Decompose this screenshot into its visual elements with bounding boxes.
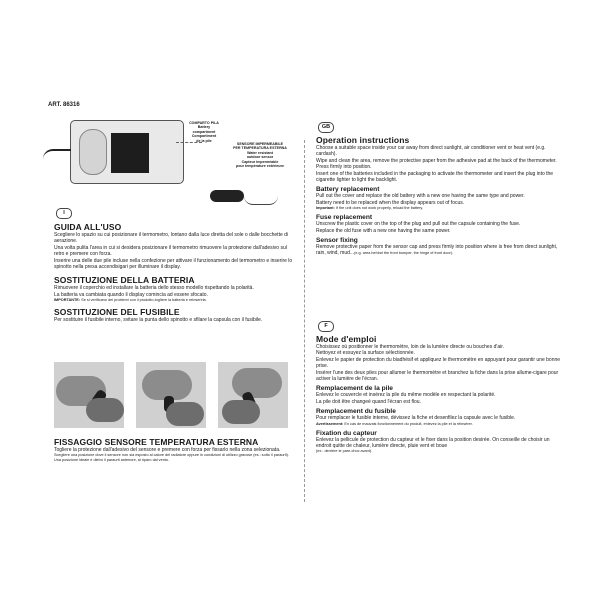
mode-text: Choisissez où positionner le thermomètre, loin de la lumière directe ou bouches d'air. Nettoyez et essuyez la surface sélectionnée. Enlevez le papier de protection du biadhésif et appliquez le thermomètre en appuyant pour garantir une bonne prise. Insérer l'une des deux piles pour allumer le thermomètre et branchez la fiche dans la prise allume-cigare pour activer la lumière de l'écran. bbox=[316, 344, 561, 383]
italian-column bbox=[54, 222, 298, 324]
outdoor-sensor bbox=[210, 190, 244, 202]
french-column bbox=[316, 334, 564, 454]
language-badge-f: F bbox=[318, 321, 334, 332]
fuse-title-en: Fuse replacement bbox=[316, 214, 373, 222]
guide-title: GUIDA ALL'USO bbox=[54, 222, 122, 232]
fuse-title-fr: Remplacement du fusible bbox=[316, 408, 396, 416]
operation-title: Operation instructions bbox=[316, 135, 410, 145]
sensor-text-en: Remove protective paper from the sensor cap and press firmly into position where is free from direct sunlight, rain, wind, mud...(e.g. area behind the front bumper, the hinge of front door). bbox=[316, 244, 558, 257]
plug-cable bbox=[43, 149, 71, 167]
sensor-title-en: Sensor fixing bbox=[316, 237, 358, 245]
language-badge-gb: GB bbox=[318, 122, 334, 133]
fuse-photo-2 bbox=[136, 362, 206, 428]
sensor-text-it: Togliere la protezione dall'adesivo del sensore e premere con forza per fissarlo nella zona selezionata. bbox=[54, 447, 281, 453]
battery-title-it: SOSTITUZIONE DELLA BATTERIA bbox=[54, 275, 195, 286]
article-number: ART. 86316 bbox=[48, 102, 80, 108]
sensor-wire bbox=[244, 196, 278, 205]
hand-shape bbox=[232, 368, 282, 398]
battery-compartment bbox=[79, 129, 107, 175]
battery-title-fr: Remplacement de la pile bbox=[316, 385, 393, 393]
battery-compartment-label: COMPARTO PILA Battery compartment Compartiment de la pile bbox=[189, 121, 219, 143]
sensor-section-it bbox=[54, 437, 298, 463]
battery-title-en: Battery replacement bbox=[316, 186, 380, 194]
sensor-note-it: Scegliere una posizione dove il sensore non sia esposto al calore del radiatore oppure in condizioni di utilizzo gravose (es.: sotto il paraurti). Una posizione ideale è dietro il paraurti anteriore, al riparo dal vento. bbox=[54, 453, 289, 463]
battery-text-en: Pull out the cover and replace the old battery with a new one having the same type and power. Battery need to be replaced when the display appears out of focus. bbox=[316, 193, 525, 206]
hand-shape bbox=[166, 402, 204, 426]
column-divider bbox=[304, 140, 305, 502]
sensor-text-fr: Enlevez la pellicule de protection du capteur et le fixer dans la position desirée. On conseille de choisir un endroit quitte de chaleur, lumière directe, pluie vent et boue bbox=[316, 436, 550, 450]
guide-text: Scegliere lo spazio su cui posizionare il termometro, lontano dalla luce diretta del sole o dalle bocchette di aerazione. Una volta pulita l'area in cui si desidera posizionare il termometro rimuovere la protezione dall'adesivo sul retro e premere con forza. Inserire una delle due pile incluse nella confezione per attivare il funzionamento del termometro e inserire lo spinotto nella presa accendisigari per illuminare il display. bbox=[54, 232, 293, 271]
outdoor-sensor-label: SENSORE IMPERMEABILE PER TEMPERATURA ESTERNA Water resistant outdoor sensor Capteur imperméable pour température extérieure bbox=[233, 142, 287, 169]
hand-shape bbox=[86, 398, 124, 422]
sensor-title-it: FISSAGGIO SENSORE TEMPERATURA ESTERNA bbox=[54, 437, 259, 447]
battery-note-en: Important: If the unit does not work properly, reload the battery. bbox=[316, 206, 424, 211]
battery-text-it: Rimuovere il coperchio ed installare la batteria dello stesso modello rispettando la polarità. La batteria va cambiata quando il display comincia ad essere sfocato. bbox=[54, 285, 254, 298]
fuse-photo-3 bbox=[218, 362, 288, 428]
battery-text-fr: Enlevez le couvercle et insérez la pile du même modèle en respectant la polarité. La pile doit être changeé quand l'écran est flou. bbox=[316, 392, 496, 405]
callout-line bbox=[176, 142, 202, 153]
hand-shape bbox=[222, 400, 260, 424]
mode-title: Mode d'emploi bbox=[316, 334, 377, 344]
battery-note-it: IMPORTANTE: Se si verificano dei problemi con il prodotto,togliere la batteria e reinserirla. bbox=[54, 298, 207, 303]
fuse-text-fr: Pour remplacer le fusible interne, dévissez la fiche et desenfilez la capsule avec le fusible. bbox=[316, 415, 516, 422]
fuse-note-fr: Avertissement: En cas de mauvais fonctionnement du produit, enlevez la pile et la réinsérer. bbox=[316, 421, 473, 426]
fuse-text-en: Unscrew the plastic cover on the top of the plug and pull out the capsule containing the fuse. Replace the old fuse with a new one having the same power. bbox=[316, 221, 521, 234]
fuse-title-it: SOSTITUZIONE DEL FUSIBILE bbox=[54, 307, 180, 318]
english-column bbox=[316, 135, 564, 257]
sensor-note-fr: (ex.: derrière le pare-choc avant). bbox=[316, 449, 373, 454]
language-badge-it: I bbox=[56, 208, 72, 219]
sensor-title-fr: Fixation du capteur bbox=[316, 429, 377, 437]
fuse-text-it: Per sostituire il fusibile interno, svitare la punta dello spinotto e sfilare la capsula con il fusibile. bbox=[54, 317, 263, 324]
display-cover bbox=[111, 133, 149, 173]
fuse-photo-1 bbox=[54, 362, 124, 428]
thermometer-illustration bbox=[70, 120, 184, 184]
operation-text: Choose a suitable space inside your car away from direct sunlight, air conditioner vent or heat vent (e.g. cardash). Wipe and clean the area, remove the protective paper from the adhesive pad at the back of the thermometer. Press firmly into position. Insert one of the batteries included in the packaging to activate the thermometer and insert the plug into the cigarette lighter to light the backlight. bbox=[316, 145, 557, 184]
